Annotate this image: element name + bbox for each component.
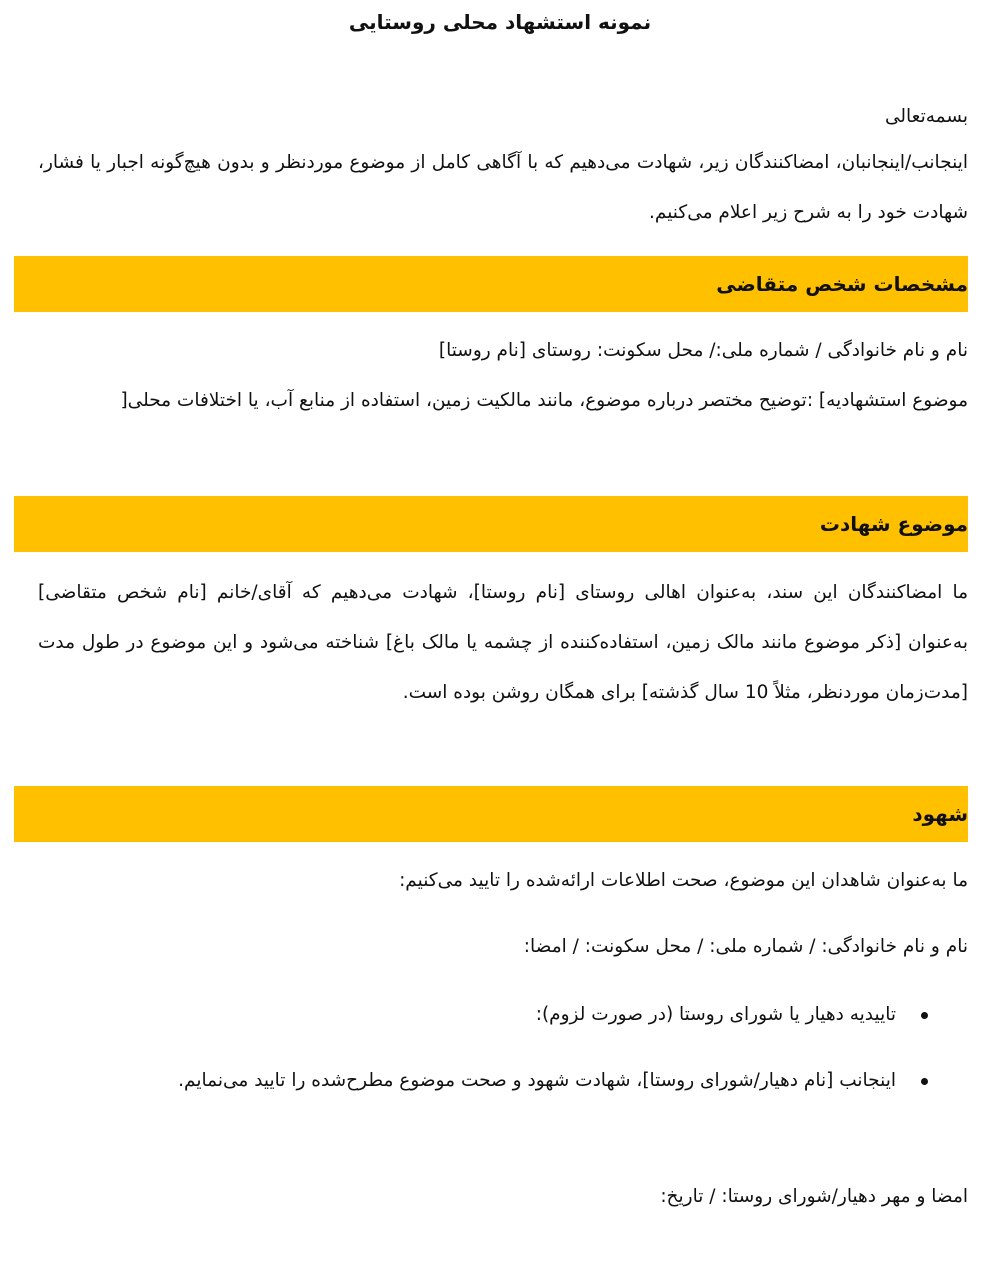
section-header-applicant bbox=[14, 256, 968, 312]
witnesses-fields-line: نام و نام خانوادگی: / شماره ملی: / محل سکونت: / امضا: bbox=[523, 936, 968, 957]
list-item bbox=[38, 990, 968, 1040]
testimony-body: ما امضاکنندگان این سند، به‌عنوان اهالی روستای [نام روستا]، شهادت می‌دهیم که آقای/خانم [نام شخص متقاضی] به‌عنوان [ذکر موضوع مانند مالک زمین، استفاده‌کننده از چشمه یا مالک باغ] شناخته می‌شود و این موضوع در طول مدت [مدت‌زمان موردنظر، مثلاً 10 سال گذشته] برای همگان روشن بوده است. bbox=[38, 582, 968, 703]
applicant-subject-line: موضوع استشهادیه] :توضیح مختصر درباره موضوع، مانند مالکیت زمین، استفاده از منابع آب، یا اختلافات محلی[ bbox=[120, 390, 968, 411]
intro-statement: اینجانب/اینجانبان، امضاکنندگان زیر، شهادت می‌دهیم که با آگاهی کامل از موضوع موردنظر و بدون هیچ‌گونه اجبار یا فشار، شهادت خود را به شرح زیر اعلام می‌کنیم. bbox=[38, 152, 968, 223]
witnesses-confirm-line: ما به‌عنوان شاهدان این موضوع، صحت اطلاعات ارائه‌شده را تایید می‌کنیم: bbox=[399, 870, 968, 891]
bullet-icon bbox=[921, 1012, 928, 1019]
applicant-fields-line: نام و نام خانوادگی / شماره ملی:/ محل سکونت: روستای [نام روستا] bbox=[438, 340, 968, 361]
section-title-applicant: مشخصات شخص متقاضی bbox=[716, 272, 968, 296]
list-item bbox=[38, 1056, 968, 1106]
bullet-text: تاییدیه دهیار یا شورای روستا (در صورت لزوم): bbox=[535, 1004, 896, 1025]
witnesses-bullet-list bbox=[38, 990, 968, 1106]
bullet-text: اینجانب [نام دهیار/شورای روستا]، شهادت شهود و صحت موضوع مطرح‌شده را تایید می‌نمایم. bbox=[178, 1070, 896, 1091]
bullet-icon bbox=[921, 1078, 928, 1085]
section-title-witnesses: شهود bbox=[912, 802, 968, 826]
section-header-testimony bbox=[14, 496, 968, 552]
section-title-testimony: موضوع شهادت bbox=[819, 512, 968, 536]
signature-line: امضا و مهر دهیار/شورای روستا: / تاریخ: bbox=[660, 1186, 968, 1207]
intro-salutation: بسمه‌تعالی bbox=[884, 106, 968, 127]
section-header-witnesses bbox=[14, 786, 968, 842]
document-title: نمونه استشهاد محلی روستایی bbox=[348, 10, 652, 34]
